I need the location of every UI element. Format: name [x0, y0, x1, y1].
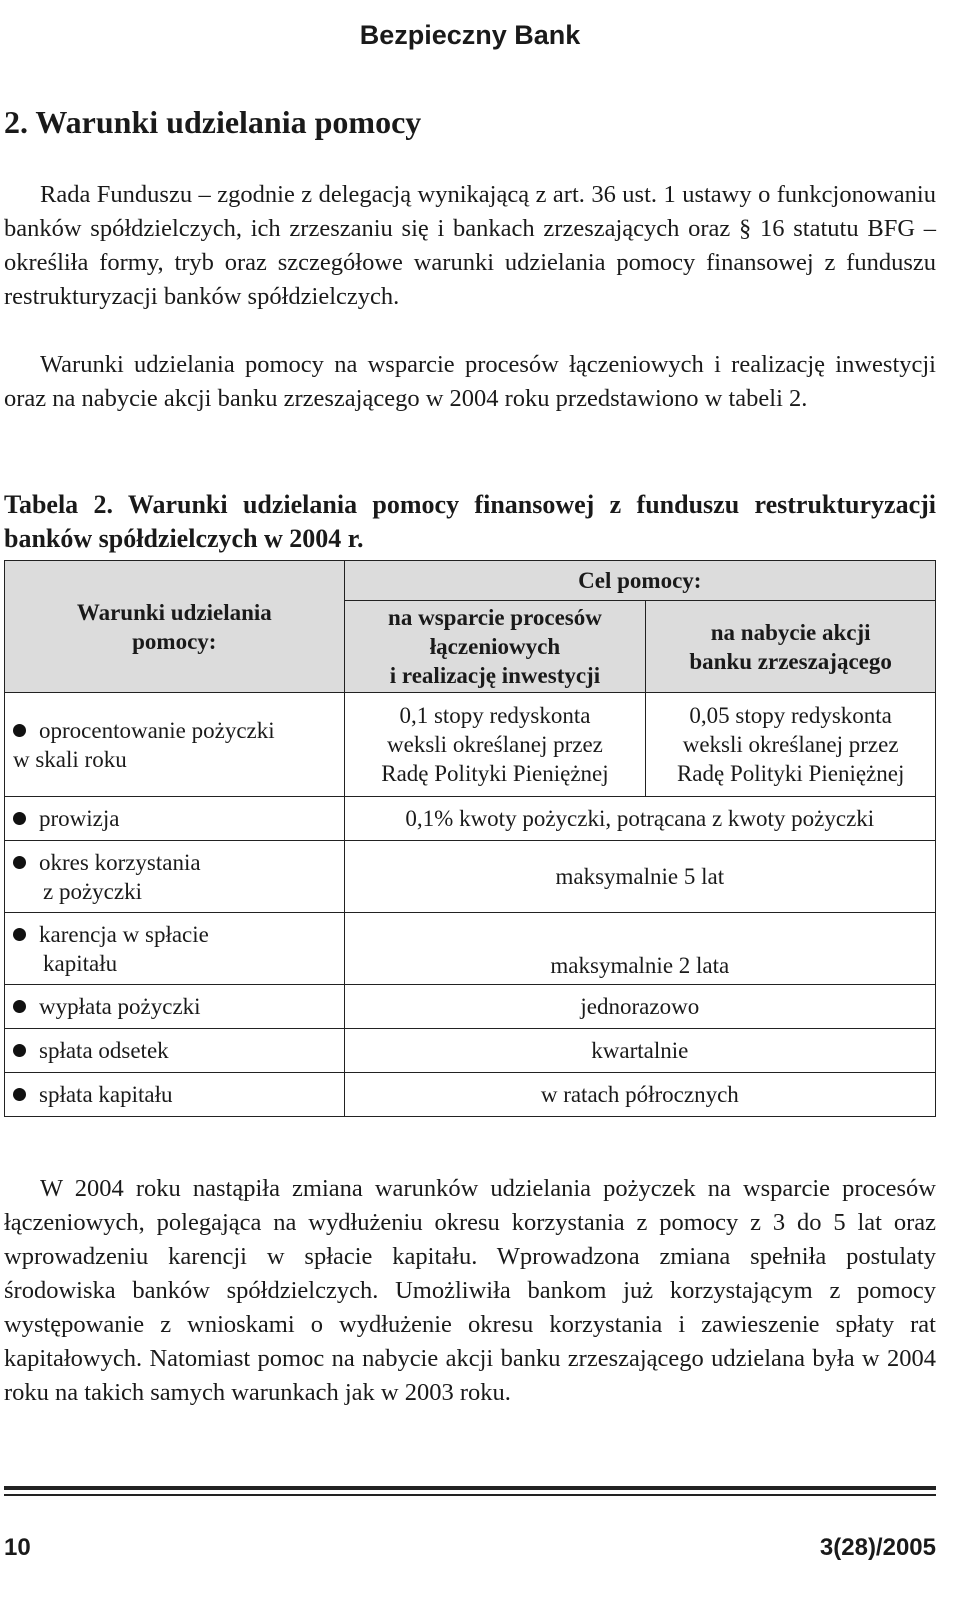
cell-disbursement: jednorazowo — [344, 985, 935, 1029]
paragraph-table-reference — [4, 348, 936, 416]
bullet-icon — [13, 928, 26, 941]
bullet-icon — [13, 1044, 26, 1057]
table-caption: Tabela 2. Warunki udzielania pomocy finansowej z funduszu restrukturyzacji banków spółdzielczych w 2004 r. — [4, 490, 936, 553]
row-label-text: spłata kapitału — [39, 1082, 173, 1107]
row-label-line2: z pożyczki — [43, 878, 142, 904]
row-label-commission — [5, 797, 345, 841]
conditions-table — [4, 560, 936, 1117]
row-label-line1: oprocentowanie pożyczki — [39, 717, 275, 743]
table-row — [5, 693, 936, 797]
bullet-icon — [13, 1000, 26, 1013]
row-label-interest-repayment — [5, 1029, 345, 1073]
row-label-line1: karencja w spłacie — [39, 921, 209, 947]
cell-line3: Radę Polityki Pieniężnej — [676, 761, 905, 786]
header-col-merger-support — [344, 601, 646, 693]
row-label-disbursement — [5, 985, 345, 1029]
header-col-share-purchase — [646, 601, 936, 693]
header-conditions-line1: Warunki udzielania — [76, 599, 272, 625]
bullet-icon — [13, 856, 26, 869]
table-row — [5, 1073, 936, 1117]
row-label-text: spłata odsetek — [39, 1038, 169, 1063]
bullet-icon — [13, 1088, 26, 1101]
row-label-period — [5, 841, 345, 913]
row-label-grace — [5, 913, 345, 985]
cell-interest-repayment: kwartalnie — [344, 1029, 935, 1073]
header-col2-line2: banku zrzeszającego — [689, 648, 892, 674]
row-label-interest — [5, 693, 345, 797]
cell-interest-shares — [646, 693, 936, 797]
row-label-line2: kapitału — [43, 950, 118, 976]
header-col1-line3: i realizację inwestycji — [389, 663, 601, 688]
page-number: 10 — [4, 1534, 31, 1561]
paragraph-intro-text: Rada Funduszu – zgodnie z delegacją wynikającą z art. 36 ust. 1 ustawy o funkcjonowaniu banków spółdzielczych, ich zrzeszaniu się i bankach zrzeszających oraz § 16 statutu BFG – określiła formy, tryb oraz szczegółowe warunki udzielania pomocy finansowej z funduszu restrukturyzacji banków spółdzielczych. — [4, 181, 936, 310]
cell-interest-merger — [344, 693, 646, 797]
row-label-text: wypłata pożyczki — [39, 994, 201, 1019]
paragraph-intro — [4, 178, 936, 314]
footer-rule-thin — [4, 1494, 936, 1496]
table-row — [5, 1029, 936, 1073]
table-row — [5, 985, 936, 1029]
issue-number: 3(28)/2005 — [819, 1534, 936, 1561]
row-label-line1: okres korzystania — [39, 849, 201, 875]
cell-line2: weksli określanej przez — [387, 732, 603, 757]
paragraph-changes-text: W 2004 roku nastąpiła zmiana warunków udzielania pożyczek na wsparcie procesów łączeniowych, polegająca na wydłużeniu okresu korzystania z pomocy z 3 do 5 lat oraz wprowadzeniu karencji w spłacie kapitału. Wprowadzona zmiana spełniła postulaty środowiska banków spółdzielczych. Umożliwiła bankom już korzystającym z pomocy występowanie z wnioskami o wydłużenie okresu korzystania i zawieszenie spłaty rat kapitałowych. Natomiast pomoc na nabycie akcji banku zrzeszającego udzielana była w 2004 roku na takich samych warunkach jak w 2003 roku. — [4, 1175, 936, 1406]
bullet-icon — [13, 724, 26, 737]
table-row — [5, 841, 936, 913]
cell-line2: weksli określanej przez — [682, 732, 899, 757]
table-row — [5, 913, 936, 985]
row-label-text: prowizja — [39, 806, 120, 831]
header-purpose: Cel pomocy: — [344, 561, 935, 601]
paragraph-table-reference-text: Warunki udzielania pomocy na wsparcie procesów łączeniowych i realizację inwestycji oraz na nabycie akcji banku zrzeszającego w 2004 roku przedstawiono w tabeli 2. — [4, 351, 936, 412]
header-col1-line1: na wsparcie procesów — [388, 605, 602, 630]
cell-line1: 0,05 stopy redyskonta — [689, 703, 892, 728]
section-title: 2. Warunki udzielania pomocy — [4, 104, 422, 140]
paragraph-changes — [4, 1172, 936, 1410]
cell-commission: 0,1% kwoty pożyczki, potrącana z kwoty pożyczki — [344, 797, 935, 841]
header-conditions — [5, 561, 345, 693]
header-conditions-line2: pomocy: — [132, 628, 217, 654]
cell-capital-repayment: w ratach półrocznych — [344, 1073, 935, 1117]
cell-line3: Radę Polityki Pieniężnej — [381, 761, 609, 786]
row-label-line2: w skali roku — [13, 746, 127, 772]
row-label-capital-repayment — [5, 1073, 345, 1117]
table-row — [5, 797, 936, 841]
cell-grace: maksymalnie 2 lata — [344, 913, 935, 985]
footer-rule-thick — [4, 1486, 936, 1490]
cell-period: maksymalnie 5 lat — [344, 841, 935, 913]
cell-line1: 0,1 stopy redyskonta — [399, 703, 591, 728]
running-header: Bezpieczny Bank — [359, 20, 581, 50]
header-col1-line2: łączeniowych — [429, 634, 561, 659]
bullet-icon — [13, 812, 26, 825]
header-col2-line1: na nabycie akcji — [710, 619, 871, 645]
